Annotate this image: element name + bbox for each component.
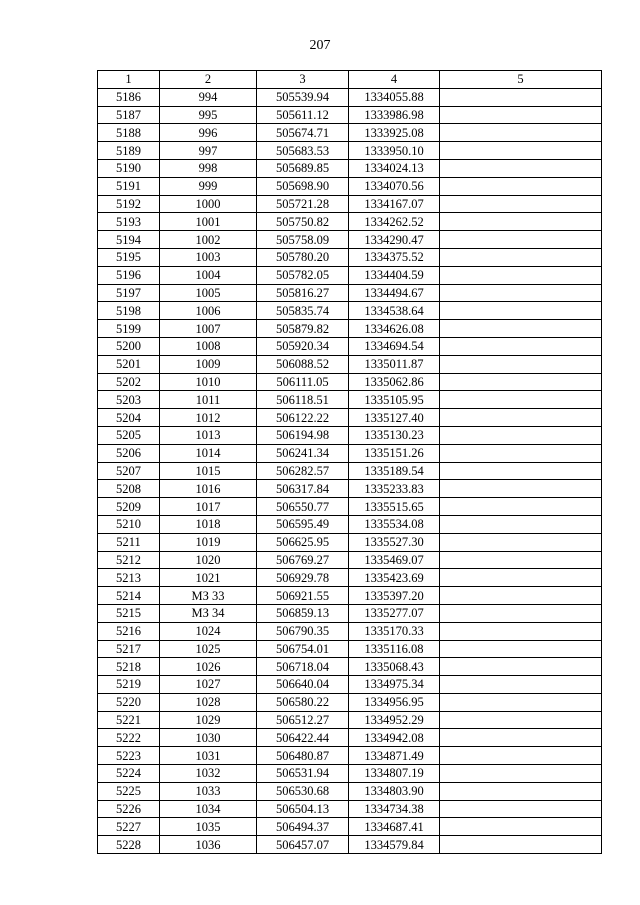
note-cell [440, 676, 602, 694]
x-coordinate-cell: 506088.52 [257, 355, 349, 373]
row-number-cell: 5186 [98, 88, 160, 106]
row-number-cell: 5194 [98, 231, 160, 249]
row-number-cell: 5207 [98, 462, 160, 480]
table-row [98, 284, 602, 302]
point-id-cell: 1034 [160, 800, 257, 818]
note-cell [440, 551, 602, 569]
point-id-cell: 1010 [160, 373, 257, 391]
note-cell [440, 106, 602, 124]
x-coordinate-cell: 505689.85 [257, 159, 349, 177]
y-coordinate-cell: 1335062.86 [349, 373, 440, 391]
table-row [98, 337, 602, 355]
y-coordinate-cell: 1335534.08 [349, 515, 440, 533]
y-coordinate-cell: 1335189.54 [349, 462, 440, 480]
row-number-cell: 5214 [98, 587, 160, 605]
x-coordinate-cell: 505750.82 [257, 213, 349, 231]
point-id-cell: 1011 [160, 391, 257, 409]
table-row [98, 248, 602, 266]
row-number-cell: 5202 [98, 373, 160, 391]
x-coordinate-cell: 505721.28 [257, 195, 349, 213]
row-number-cell: 5200 [98, 337, 160, 355]
column-header-1: 1 [98, 71, 160, 89]
y-coordinate-cell: 1334290.47 [349, 231, 440, 249]
row-number-cell: 5226 [98, 800, 160, 818]
table-row [98, 782, 602, 800]
x-coordinate-cell: 505782.05 [257, 266, 349, 284]
point-id-cell: 997 [160, 142, 257, 160]
row-number-cell: 5224 [98, 765, 160, 783]
y-coordinate-cell: 1335116.08 [349, 640, 440, 658]
note-cell [440, 177, 602, 195]
row-number-cell: 5209 [98, 498, 160, 516]
row-number-cell: 5220 [98, 693, 160, 711]
note-cell [440, 320, 602, 338]
x-coordinate-cell: 505611.12 [257, 106, 349, 124]
x-coordinate-cell: 506494.37 [257, 818, 349, 836]
y-coordinate-cell: 1335423.69 [349, 569, 440, 587]
note-cell [440, 498, 602, 516]
y-coordinate-cell: 1335127.40 [349, 409, 440, 427]
table-row [98, 498, 602, 516]
point-id-cell: 996 [160, 124, 257, 142]
point-id-cell: 1026 [160, 658, 257, 676]
x-coordinate-cell: 506282.57 [257, 462, 349, 480]
x-coordinate-cell: 506422.44 [257, 729, 349, 747]
row-number-cell: 5213 [98, 569, 160, 587]
x-coordinate-cell: 505698.90 [257, 177, 349, 195]
y-coordinate-cell: 1334262.52 [349, 213, 440, 231]
point-id-cell: 1004 [160, 266, 257, 284]
point-id-cell: 1024 [160, 622, 257, 640]
table-row [98, 444, 602, 462]
x-coordinate-cell: 505879.82 [257, 320, 349, 338]
point-id-cell: 1025 [160, 640, 257, 658]
point-id-cell: 1002 [160, 231, 257, 249]
note-cell [440, 587, 602, 605]
y-coordinate-cell: 1334942.08 [349, 729, 440, 747]
table-row [98, 320, 602, 338]
note-cell [440, 836, 602, 854]
row-number-cell: 5199 [98, 320, 160, 338]
row-number-cell: 5219 [98, 676, 160, 694]
note-cell [440, 818, 602, 836]
x-coordinate-cell: 506111.05 [257, 373, 349, 391]
table-body [98, 88, 602, 853]
point-id-cell: 1032 [160, 765, 257, 783]
x-coordinate-cell: 505683.53 [257, 142, 349, 160]
table-row [98, 142, 602, 160]
row-number-cell: 5204 [98, 409, 160, 427]
row-number-cell: 5218 [98, 658, 160, 676]
column-header-4: 4 [349, 71, 440, 89]
y-coordinate-cell: 1334626.08 [349, 320, 440, 338]
table-row [98, 124, 602, 142]
row-number-cell: 5192 [98, 195, 160, 213]
y-coordinate-cell: 1334694.54 [349, 337, 440, 355]
note-cell [440, 444, 602, 462]
row-number-cell: 5211 [98, 533, 160, 551]
note-cell [440, 515, 602, 533]
point-id-cell: 1018 [160, 515, 257, 533]
x-coordinate-cell: 506122.22 [257, 409, 349, 427]
note-cell [440, 480, 602, 498]
y-coordinate-cell: 1335233.83 [349, 480, 440, 498]
row-number-cell: 5212 [98, 551, 160, 569]
note-cell [440, 248, 602, 266]
y-coordinate-cell: 1335130.23 [349, 426, 440, 444]
table-row [98, 711, 602, 729]
note-cell [440, 213, 602, 231]
table-row [98, 604, 602, 622]
point-id-cell: 1014 [160, 444, 257, 462]
x-coordinate-cell: 505835.74 [257, 302, 349, 320]
y-coordinate-cell: 1335277.07 [349, 604, 440, 622]
row-number-cell: 5210 [98, 515, 160, 533]
point-id-cell: 999 [160, 177, 257, 195]
y-coordinate-cell: 1333925.08 [349, 124, 440, 142]
y-coordinate-cell: 1334734.38 [349, 800, 440, 818]
x-coordinate-cell: 505920.34 [257, 337, 349, 355]
y-coordinate-cell: 1333986.98 [349, 106, 440, 124]
note-cell [440, 569, 602, 587]
point-id-cell: 1009 [160, 355, 257, 373]
note-cell [440, 284, 602, 302]
row-number-cell: 5189 [98, 142, 160, 160]
y-coordinate-cell: 1335515.65 [349, 498, 440, 516]
y-coordinate-cell: 1333950.10 [349, 142, 440, 160]
point-id-cell: 1029 [160, 711, 257, 729]
note-cell [440, 426, 602, 444]
x-coordinate-cell: 506640.04 [257, 676, 349, 694]
table-row [98, 622, 602, 640]
note-cell [440, 765, 602, 783]
row-number-cell: 5208 [98, 480, 160, 498]
note-cell [440, 462, 602, 480]
y-coordinate-cell: 1334956.95 [349, 693, 440, 711]
y-coordinate-cell: 1334375.52 [349, 248, 440, 266]
x-coordinate-cell: 506921.55 [257, 587, 349, 605]
note-cell [440, 195, 602, 213]
note-cell [440, 622, 602, 640]
point-id-cell: 1000 [160, 195, 257, 213]
y-coordinate-cell: 1334024.13 [349, 159, 440, 177]
point-id-cell: 1016 [160, 480, 257, 498]
row-number-cell: 5225 [98, 782, 160, 800]
table-row [98, 480, 602, 498]
point-id-cell: 995 [160, 106, 257, 124]
y-coordinate-cell: 1334404.59 [349, 266, 440, 284]
table-row [98, 693, 602, 711]
note-cell [440, 604, 602, 622]
row-number-cell: 5216 [98, 622, 160, 640]
x-coordinate-cell: 506754.01 [257, 640, 349, 658]
x-coordinate-cell: 505780.20 [257, 248, 349, 266]
y-coordinate-cell: 1335151.26 [349, 444, 440, 462]
table-row [98, 213, 602, 231]
note-cell [440, 142, 602, 160]
table-row [98, 159, 602, 177]
note-cell [440, 231, 602, 249]
table-row [98, 302, 602, 320]
row-number-cell: 5196 [98, 266, 160, 284]
table-row [98, 533, 602, 551]
row-number-cell: 5195 [98, 248, 160, 266]
y-coordinate-cell: 1334070.56 [349, 177, 440, 195]
table-row [98, 551, 602, 569]
note-cell [440, 658, 602, 676]
x-coordinate-cell: 506625.95 [257, 533, 349, 551]
y-coordinate-cell: 1334579.84 [349, 836, 440, 854]
table-row [98, 658, 602, 676]
x-coordinate-cell: 506194.98 [257, 426, 349, 444]
row-number-cell: 5190 [98, 159, 160, 177]
table-row [98, 106, 602, 124]
table-row [98, 177, 602, 195]
row-number-cell: 5187 [98, 106, 160, 124]
note-cell [440, 800, 602, 818]
point-id-cell: 1020 [160, 551, 257, 569]
row-number-cell: 5221 [98, 711, 160, 729]
note-cell [440, 266, 602, 284]
point-id-cell: 1036 [160, 836, 257, 854]
row-number-cell: 5222 [98, 729, 160, 747]
row-number-cell: 5206 [98, 444, 160, 462]
x-coordinate-cell: 506530.68 [257, 782, 349, 800]
y-coordinate-cell: 1334055.88 [349, 88, 440, 106]
table-row [98, 266, 602, 284]
row-number-cell: 5198 [98, 302, 160, 320]
y-coordinate-cell: 1334952.29 [349, 711, 440, 729]
point-id-cell: 1008 [160, 337, 257, 355]
y-coordinate-cell: 1334538.64 [349, 302, 440, 320]
x-coordinate-cell: 505816.27 [257, 284, 349, 302]
x-coordinate-cell: 505539.94 [257, 88, 349, 106]
note-cell [440, 409, 602, 427]
x-coordinate-cell: 506595.49 [257, 515, 349, 533]
table-row [98, 765, 602, 783]
point-id-cell: 1028 [160, 693, 257, 711]
table-row [98, 640, 602, 658]
note-cell [440, 391, 602, 409]
x-coordinate-cell: 506531.94 [257, 765, 349, 783]
table-row [98, 836, 602, 854]
row-number-cell: 5217 [98, 640, 160, 658]
note-cell [440, 373, 602, 391]
point-id-cell: 1003 [160, 248, 257, 266]
y-coordinate-cell: 1334871.49 [349, 747, 440, 765]
note-cell [440, 782, 602, 800]
row-number-cell: 5191 [98, 177, 160, 195]
point-id-cell: 1006 [160, 302, 257, 320]
point-id-cell: 1027 [160, 676, 257, 694]
note-cell [440, 729, 602, 747]
note-cell [440, 337, 602, 355]
row-number-cell: 5205 [98, 426, 160, 444]
note-cell [440, 533, 602, 551]
point-id-cell: 1012 [160, 409, 257, 427]
row-number-cell: 5201 [98, 355, 160, 373]
table-row [98, 729, 602, 747]
table-row [98, 462, 602, 480]
table-row [98, 676, 602, 694]
note-cell [440, 302, 602, 320]
table-row [98, 88, 602, 106]
coordinates-table [97, 70, 602, 854]
note-cell [440, 88, 602, 106]
point-id-cell: 1005 [160, 284, 257, 302]
point-id-cell: 1019 [160, 533, 257, 551]
y-coordinate-cell: 1334803.90 [349, 782, 440, 800]
y-coordinate-cell: 1334167.07 [349, 195, 440, 213]
y-coordinate-cell: 1335105.95 [349, 391, 440, 409]
table-row [98, 355, 602, 373]
point-id-cell: 1021 [160, 569, 257, 587]
point-id-cell: 1030 [160, 729, 257, 747]
x-coordinate-cell: 506580.22 [257, 693, 349, 711]
point-id-cell: 998 [160, 159, 257, 177]
point-id-cell: 1017 [160, 498, 257, 516]
row-number-cell: 5193 [98, 213, 160, 231]
point-id-cell: 994 [160, 88, 257, 106]
note-cell [440, 124, 602, 142]
row-number-cell: 5228 [98, 836, 160, 854]
x-coordinate-cell: 506504.13 [257, 800, 349, 818]
table-row [98, 515, 602, 533]
y-coordinate-cell: 1335068.43 [349, 658, 440, 676]
point-id-cell: 1007 [160, 320, 257, 338]
table-header [98, 71, 602, 89]
y-coordinate-cell: 1334494.67 [349, 284, 440, 302]
y-coordinate-cell: 1335397.20 [349, 587, 440, 605]
page-number: 207 [309, 38, 331, 53]
point-id-cell: 1015 [160, 462, 257, 480]
table-row [98, 391, 602, 409]
x-coordinate-cell: 505674.71 [257, 124, 349, 142]
x-coordinate-cell: 506457.07 [257, 836, 349, 854]
x-coordinate-cell: 506550.77 [257, 498, 349, 516]
point-id-cell: 1001 [160, 213, 257, 231]
note-cell [440, 711, 602, 729]
note-cell [440, 355, 602, 373]
table-row [98, 373, 602, 391]
note-cell [440, 693, 602, 711]
row-number-cell: 5203 [98, 391, 160, 409]
x-coordinate-cell: 506859.13 [257, 604, 349, 622]
header-row [98, 71, 602, 89]
y-coordinate-cell: 1335527.30 [349, 533, 440, 551]
x-coordinate-cell: 505758.09 [257, 231, 349, 249]
point-id-cell: 1013 [160, 426, 257, 444]
y-coordinate-cell: 1335469.07 [349, 551, 440, 569]
table-row [98, 426, 602, 444]
column-header-3: 3 [257, 71, 349, 89]
point-id-cell: 1033 [160, 782, 257, 800]
table-row [98, 587, 602, 605]
table-row [98, 409, 602, 427]
table-row [98, 818, 602, 836]
table-row [98, 231, 602, 249]
x-coordinate-cell: 506480.87 [257, 747, 349, 765]
row-number-cell: 5223 [98, 747, 160, 765]
note-cell [440, 747, 602, 765]
column-header-2: 2 [160, 71, 257, 89]
row-number-cell: 5215 [98, 604, 160, 622]
table-row [98, 195, 602, 213]
y-coordinate-cell: 1335170.33 [349, 622, 440, 640]
x-coordinate-cell: 506790.35 [257, 622, 349, 640]
y-coordinate-cell: 1334807.19 [349, 765, 440, 783]
y-coordinate-cell: 1334687.41 [349, 818, 440, 836]
table-row [98, 800, 602, 818]
y-coordinate-cell: 1335011.87 [349, 355, 440, 373]
row-number-cell: 5227 [98, 818, 160, 836]
x-coordinate-cell: 506769.27 [257, 551, 349, 569]
x-coordinate-cell: 506718.04 [257, 658, 349, 676]
row-number-cell: 5188 [98, 124, 160, 142]
point-id-cell: МЗ 33 [160, 587, 257, 605]
note-cell [440, 159, 602, 177]
x-coordinate-cell: 506118.51 [257, 391, 349, 409]
row-number-cell: 5197 [98, 284, 160, 302]
table-row [98, 747, 602, 765]
point-id-cell: 1031 [160, 747, 257, 765]
x-coordinate-cell: 506512.27 [257, 711, 349, 729]
column-header-5: 5 [440, 71, 602, 89]
point-id-cell: 1035 [160, 818, 257, 836]
note-cell [440, 640, 602, 658]
x-coordinate-cell: 506317.84 [257, 480, 349, 498]
x-coordinate-cell: 506241.34 [257, 444, 349, 462]
y-coordinate-cell: 1334975.34 [349, 676, 440, 694]
x-coordinate-cell: 506929.78 [257, 569, 349, 587]
point-id-cell: МЗ 34 [160, 604, 257, 622]
table-row [98, 569, 602, 587]
